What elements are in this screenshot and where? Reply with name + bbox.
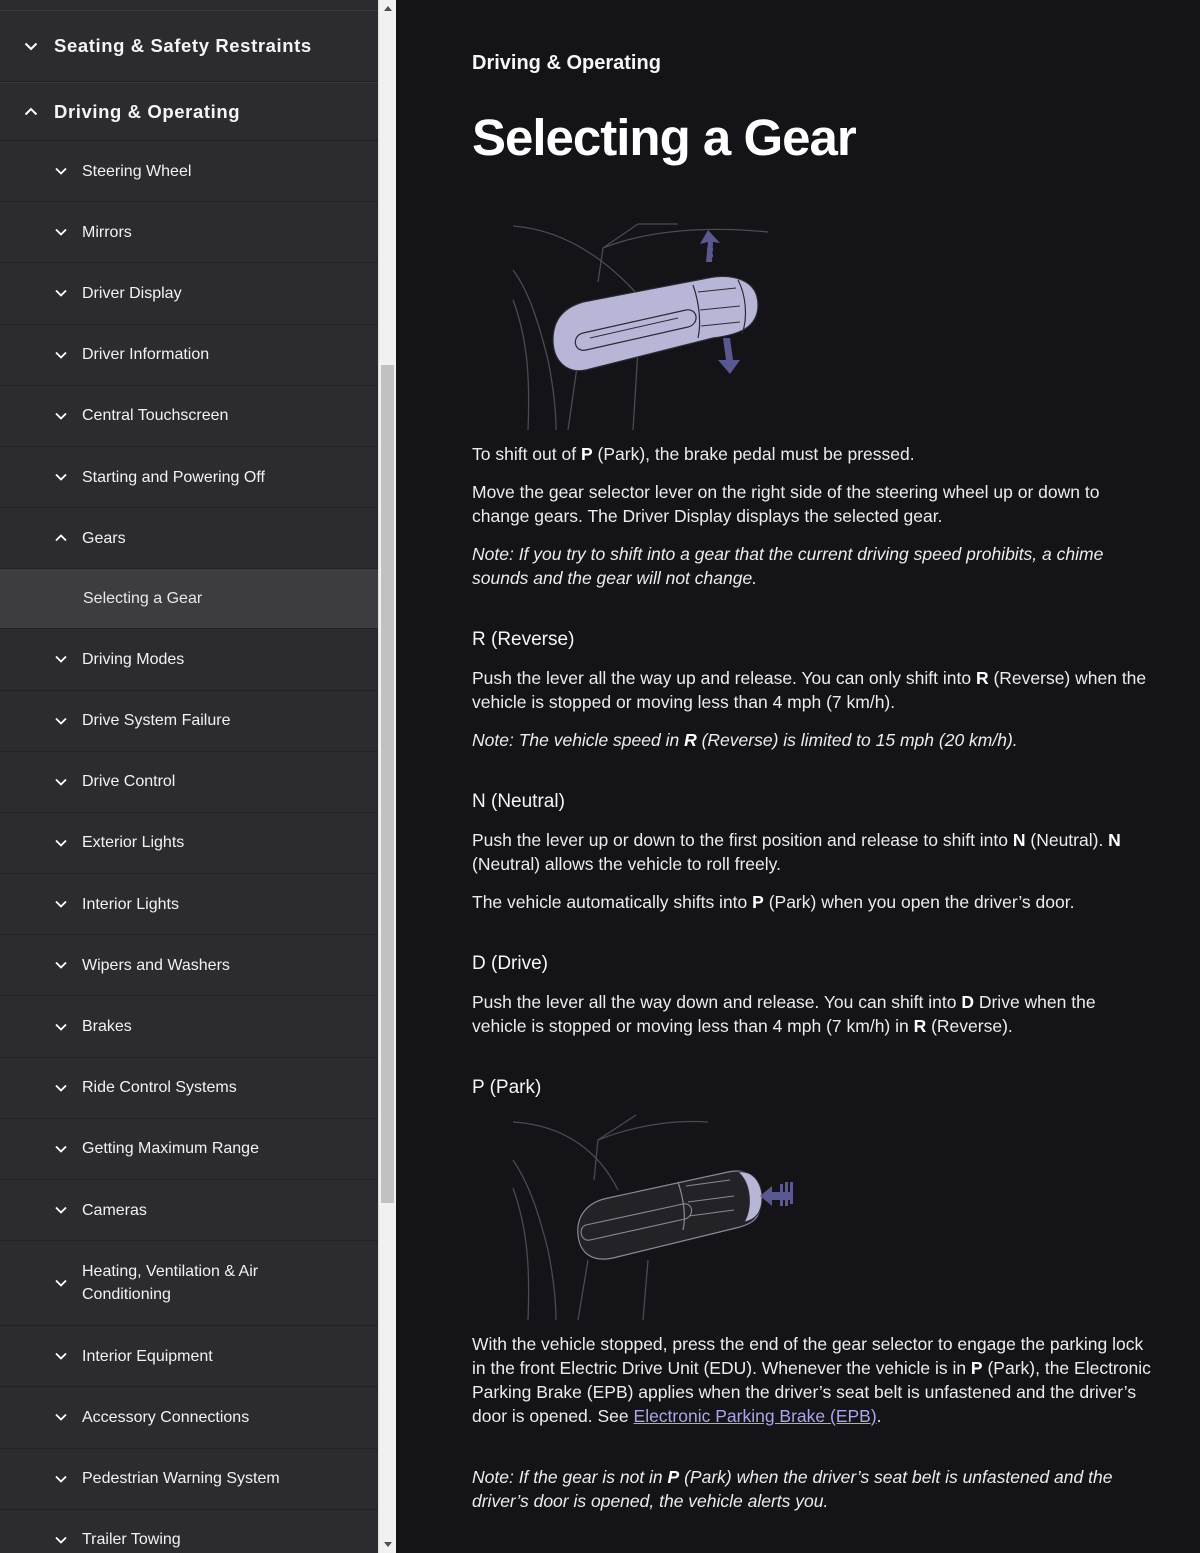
heading-reverse: R (Reverse) <box>472 629 575 650</box>
sidebar-item-starting-powering-off[interactable] <box>0 447 378 508</box>
chevron-down-icon <box>54 1081 68 1095</box>
sidebar-item-cameras[interactable] <box>0 1180 378 1241</box>
sidebar-item-interior-lights[interactable] <box>0 874 378 935</box>
heading-drive: D (Drive) <box>472 953 548 974</box>
sidebar-item-drive-control[interactable] <box>0 752 378 813</box>
heading-neutral: N (Neutral) <box>472 791 565 812</box>
paragraph-neutral: Push the lever up or down to the first position and release to shift into N (Neutral). N (Neutral) allows the vehicle to roll freely. <box>472 830 1121 874</box>
sidebar-item-label: Exterior Lights <box>82 834 185 852</box>
sidebar-item-brakes[interactable] <box>0 996 378 1057</box>
sidebar-item-steering-wheel[interactable] <box>0 141 378 202</box>
chevron-down-icon <box>54 1203 68 1217</box>
chevron-up-icon <box>54 531 68 545</box>
chevron-down-icon <box>54 1276 68 1290</box>
chevron-up-icon <box>24 105 38 119</box>
paragraph-reverse: Push the lever all the way up and release. You can only shift into R (Reverse) when the vehicle is stopped or moving less than 4 mph (7 km/h). <box>472 668 1147 712</box>
sidebar-item-label: Getting Maximum Range <box>82 1140 259 1158</box>
sidebar-subitem-label: Selecting a Gear <box>83 589 203 607</box>
paragraph-auto-park: The vehicle automatically shifts into P (Park) when you open the driver’s door. <box>472 892 1075 912</box>
note-park-alert: Note: If the gear is not in P (Park) when the driver’s seat belt is unfastened and the driver’s door is opened, the vehicle alerts you. <box>472 1467 1113 1511</box>
note-speed-prohibits: Note: If you try to shift into a gear that the current driving speed prohibits, a chime sounds and the gear will not change. <box>472 544 1104 588</box>
paragraph-move-lever: Move the gear selector lever on the right side of the steering wheel up or down to change gears. The Driver Display displays the selected gear. <box>472 482 1100 526</box>
sidebar-item-interior-equipment[interactable] <box>0 1326 378 1387</box>
sidebar-item-label: Drive Control <box>82 773 176 791</box>
sidebar-item-label: Pedestrian Warning System <box>82 1470 280 1488</box>
chevron-down-icon <box>54 775 68 789</box>
paragraph-park: With the vehicle stopped, press the end of the gear selector to engage the parking lock in the front Electric Drive Unit (EDU). Whenever the vehicle is in P (Park), the Electronic Parking Brake (EPB) applies when the driver’s seat belt is unfastened and the driver’s door is opened. See Electronic Parking Brake (EPB). <box>472 1334 1151 1426</box>
sidebar-item-label: Interior Lights <box>82 895 179 913</box>
sidebar-item-driving-modes[interactable] <box>0 629 378 690</box>
chevron-down-icon <box>54 1020 68 1034</box>
sidebar-item-wipers-washers[interactable] <box>0 935 378 996</box>
note-reverse-speed: Note: The vehicle speed in R (Reverse) is limited to 15 mph (20 km/h). <box>472 730 1018 750</box>
sidebar-item-driver-display[interactable] <box>0 263 378 324</box>
sidebar-item-gears[interactable] <box>0 508 378 569</box>
scroll-up-arrow-icon[interactable] <box>379 0 396 17</box>
breadcrumb-section: Driving & Operating <box>472 52 661 74</box>
scrollbar-thumb[interactable] <box>381 365 394 1203</box>
nav-section-driving[interactable] <box>0 82 378 141</box>
sidebar-scrollbar[interactable] <box>378 0 396 1553</box>
main-content <box>396 0 1200 1553</box>
sidebar-item-label: Ride Control Systems <box>82 1079 237 1097</box>
paragraph-shift-out-of-park: To shift out of P (Park), the brake pedal must be pressed. <box>472 444 915 464</box>
sidebar-item-label: Gears <box>82 529 126 547</box>
nav-section-label: Seating & Safety Restraints <box>54 35 312 56</box>
sidebar-item-label: Brakes <box>82 1018 132 1036</box>
link-electronic-parking-brake[interactable]: Electronic Parking Brake (EPB) <box>633 1406 877 1426</box>
chevron-down-icon <box>54 286 68 300</box>
gear-selector-park-illustration <box>508 1110 808 1320</box>
chevron-down-icon <box>54 1349 68 1363</box>
scroll-down-arrow-icon[interactable] <box>379 1536 396 1553</box>
sidebar-item-label: Driver Information <box>82 346 210 364</box>
chevron-down-icon <box>54 1410 68 1424</box>
chevron-down-icon <box>54 897 68 911</box>
sidebar-item-label: Driver Display <box>82 284 182 302</box>
chevron-down-icon <box>54 470 68 484</box>
sidebar-item-exterior-lights[interactable] <box>0 813 378 874</box>
nav-section-label: Driving & Operating <box>54 100 241 122</box>
chevron-down-icon <box>54 1142 68 1156</box>
sidebar-item-label: Heating, Ventilation & Air Conditioning <box>82 1263 259 1304</box>
chevron-down-icon <box>54 652 68 666</box>
chevron-down-icon <box>54 1472 68 1486</box>
chevron-down-icon <box>54 225 68 239</box>
heading-park: P (Park) <box>472 1077 542 1098</box>
sidebar-item-pedestrian-warning[interactable] <box>0 1449 378 1510</box>
sidebar-item-central-touchscreen[interactable] <box>0 386 378 447</box>
sidebar-item-mirrors[interactable] <box>0 202 378 263</box>
sidebar-item-drive-system-failure[interactable] <box>0 691 378 752</box>
sidebar-item-label: Driving Modes <box>82 650 185 668</box>
sidebar-item-driver-information[interactable] <box>0 325 378 386</box>
sidebar-item-label: Drive System Failure <box>82 712 231 730</box>
sidebar-item-label: Mirrors <box>82 223 132 241</box>
chevron-down-icon <box>54 409 68 423</box>
chevron-down-icon <box>54 1533 68 1547</box>
page-title: Selecting a Gear <box>472 109 856 166</box>
sidebar-subitem-selecting-gear[interactable] <box>0 569 378 629</box>
sidebar-item-hvac[interactable] <box>0 1241 378 1326</box>
sidebar-item-max-range[interactable] <box>0 1119 378 1180</box>
sidebar-item-label: Central Touchscreen <box>82 407 229 425</box>
chevron-down-icon <box>54 836 68 850</box>
sidebar-item-label: Interior Equipment <box>82 1347 213 1365</box>
sidebar-item-label: Wipers and Washers <box>82 956 230 974</box>
sidebar-item-trailer-towing[interactable] <box>0 1510 378 1553</box>
gear-selector-up-down-illustration <box>508 210 768 430</box>
chevron-down-icon <box>54 164 68 178</box>
chevron-down-icon <box>24 39 38 53</box>
sidebar-item-label: Trailer Towing <box>82 1531 181 1549</box>
sidebar-nav <box>0 0 378 1553</box>
paragraph-drive: Push the lever all the way down and release. You can shift into D Drive when the vehicle is stopped or moving less than 4 mph (7 km/h) in R (Reverse). <box>472 992 1096 1036</box>
chevron-down-icon <box>54 958 68 972</box>
sidebar-item-label: Accessory Connections <box>82 1408 250 1426</box>
sidebar-item-ride-control[interactable] <box>0 1058 378 1119</box>
sidebar-item-label: Cameras <box>82 1201 147 1219</box>
chevron-down-icon <box>54 714 68 728</box>
chevron-down-icon <box>54 348 68 362</box>
sidebar-item-label: Steering Wheel <box>82 162 192 180</box>
sidebar-item-accessory-connections[interactable] <box>0 1387 378 1448</box>
nav-section-seating[interactable] <box>0 10 378 82</box>
sidebar-item-label: Starting and Powering Off <box>82 468 265 486</box>
